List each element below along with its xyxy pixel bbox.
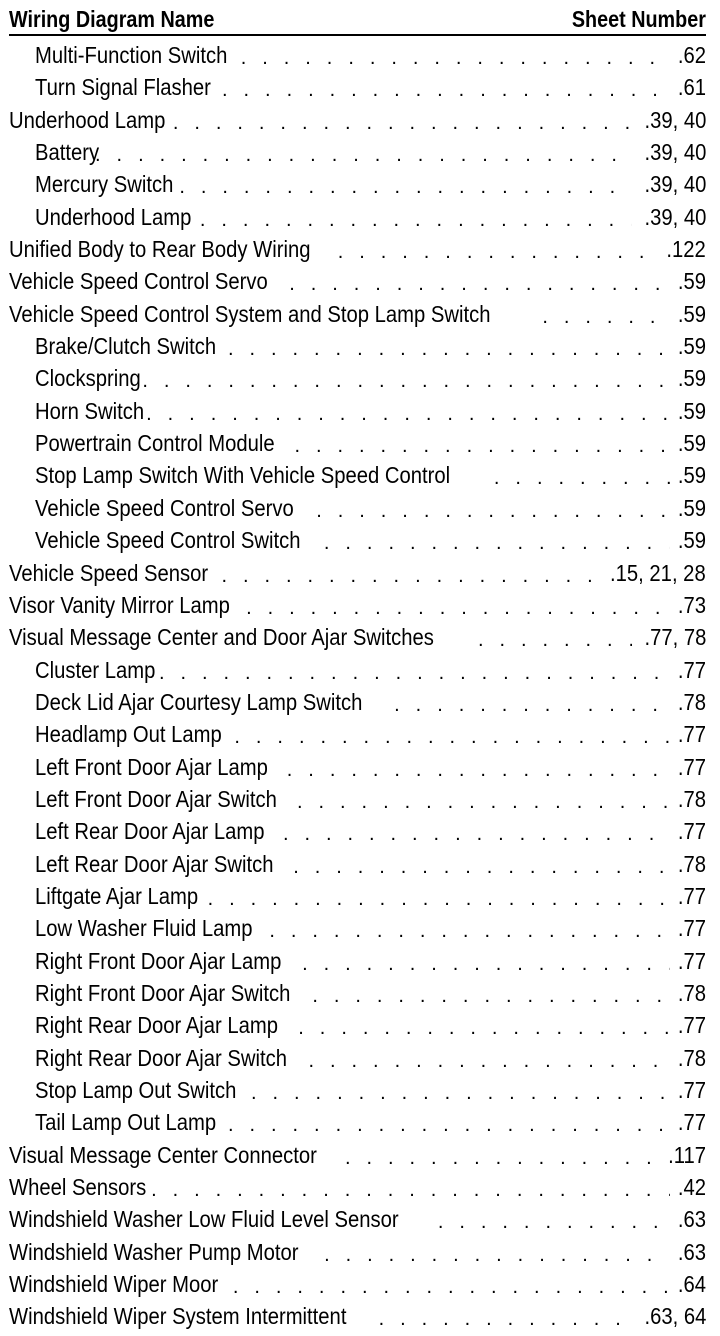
- dot-leader: [200, 204, 632, 236]
- entry-name: Battery: [35, 139, 100, 166]
- entry-sheet-number: .122: [666, 236, 706, 263]
- dot-leader: [269, 915, 670, 947]
- dot-leader: [394, 689, 670, 721]
- entry-name: Clockspring: [35, 365, 141, 392]
- entry-sheet-number: .78: [677, 688, 706, 715]
- entry-name: Left Rear Door Ajar Switch: [35, 850, 274, 877]
- dot-leader: [302, 948, 670, 980]
- index-entry: [9, 233, 706, 265]
- entry-sheet-number: .77: [677, 818, 706, 845]
- entry-name: Horn Switch: [35, 397, 145, 424]
- index-entry: [9, 1300, 706, 1332]
- entry-name: Underhood Lamp: [9, 106, 166, 133]
- entry-sheet-number: .77: [677, 1077, 706, 1103]
- entry-name: Brake/Clutch Switch: [35, 333, 217, 360]
- entry-sheet-number: .77: [677, 915, 706, 942]
- index-sub-entry: [9, 524, 706, 556]
- index-entry: [9, 1268, 706, 1300]
- dot-leader: [246, 592, 670, 624]
- dot-leader: [283, 818, 670, 850]
- index-entry: [9, 104, 706, 136]
- entry-sheet-number: .78: [677, 1044, 706, 1071]
- entry-sheet-number: .15, 21, 28: [610, 559, 706, 586]
- index-sub-entry: [9, 492, 706, 524]
- index-sub-entry: [9, 1009, 706, 1041]
- entry-sheet-number: .77: [677, 721, 706, 748]
- dot-leader: [542, 301, 670, 333]
- entry-sheet-number: .77: [677, 947, 706, 974]
- dot-leader: [345, 1142, 659, 1174]
- entry-name: Stop Lamp Out Switch: [35, 1077, 237, 1103]
- entry-name: Visual Message Center and Door Ajar Switches: [9, 624, 434, 651]
- entry-sheet-number: .117: [668, 1141, 706, 1168]
- entry-sheet-number: .78: [677, 785, 706, 812]
- dot-leader: [146, 398, 670, 430]
- entry-sheet-number: .59: [677, 365, 706, 392]
- entry-name: Vehicle Speed Control Switch: [35, 527, 301, 554]
- index-sub-entry: [9, 201, 706, 233]
- entry-sheet-number: .61: [677, 74, 706, 101]
- entry-sheet-number: .78: [677, 979, 706, 1006]
- entry-name: Liftgate Ajar Lamp: [35, 882, 199, 909]
- index-sub-entry: [9, 945, 706, 977]
- dot-leader: [151, 1174, 670, 1206]
- dot-leader: [294, 430, 670, 462]
- dot-leader: [222, 74, 670, 106]
- entry-name: Windshield Washer Low Fluid Level Sensor: [9, 1206, 399, 1233]
- entry-sheet-number: .59: [677, 397, 706, 424]
- index-entry: [9, 298, 706, 330]
- entry-sheet-number: .59: [677, 333, 706, 360]
- dot-leader: [159, 657, 670, 689]
- column-header-sheet-number: Sheet Number: [571, 6, 706, 32]
- entry-name: Vehicle Speed Control System and Stop Lamp Switch: [9, 300, 491, 327]
- entry-name: Right Rear Door Ajar Lamp: [35, 1012, 278, 1039]
- entry-name: Visor Vanity Mirror Lamp: [9, 591, 230, 618]
- entry-name: Mercury Switch: [35, 171, 174, 198]
- entry-sheet-number: .59: [677, 430, 706, 457]
- dot-leader: [309, 1045, 671, 1077]
- entry-name: Wheel Sensors: [9, 1174, 147, 1201]
- entry-name: Low Washer Fluid Lamp: [35, 915, 253, 942]
- entry-name: Underhood Lamp: [35, 203, 192, 230]
- dot-leader: [289, 268, 670, 300]
- dot-leader: [379, 1303, 632, 1335]
- entry-sheet-number: .39, 40: [644, 139, 706, 166]
- entry-name: Vehicle Speed Sensor: [9, 559, 209, 586]
- dot-leader: [95, 139, 632, 171]
- index-entry-list: [9, 39, 706, 1333]
- index-sub-entry: [9, 427, 706, 459]
- index-entry: [9, 1139, 706, 1171]
- dot-leader: [338, 236, 658, 268]
- dot-leader: [287, 754, 670, 786]
- index-sub-entry: [9, 39, 706, 71]
- entry-name: Powertrain Control Module: [35, 430, 275, 457]
- entry-name: Cluster Lamp: [35, 656, 156, 683]
- entry-name: Windshield Wiper Moor: [9, 1271, 219, 1298]
- dot-leader: [478, 624, 632, 656]
- dot-leader: [324, 527, 670, 559]
- dot-leader: [208, 883, 670, 915]
- index-sub-entry: [9, 1106, 706, 1138]
- entry-sheet-number: .63, 64: [644, 1303, 706, 1330]
- index-sub-entry: [9, 1042, 706, 1074]
- index-entry: [9, 589, 706, 621]
- entry-sheet-number: .77: [677, 656, 706, 683]
- index-sub-entry: [9, 654, 706, 686]
- entry-sheet-number: .77: [677, 1109, 706, 1136]
- entry-sheet-number: .63: [677, 1238, 706, 1265]
- index-sub-entry: [9, 136, 706, 168]
- entry-name: Windshield Wiper System Intermittent: [9, 1303, 347, 1330]
- index-sub-entry: [9, 395, 706, 427]
- entry-sheet-number: .39, 40: [644, 171, 706, 198]
- entry-sheet-number: .42: [677, 1174, 706, 1201]
- entry-sheet-number: .39, 40: [644, 106, 706, 133]
- entry-name: Multi-Function Switch: [35, 42, 228, 68]
- dot-leader: [251, 1077, 670, 1109]
- entry-sheet-number: .78: [677, 850, 706, 877]
- dot-leader: [173, 107, 632, 139]
- dot-leader: [142, 365, 670, 397]
- index-entry: [9, 1203, 706, 1235]
- index-sub-entry: [9, 330, 706, 362]
- entry-sheet-number: .77: [677, 882, 706, 909]
- dot-leader: [221, 560, 593, 592]
- entry-name: Unified Body to Rear Body Wiring: [9, 236, 311, 263]
- dot-leader: [312, 980, 670, 1012]
- index-sub-entry: [9, 686, 706, 718]
- entry-name: Vehicle Speed Control Servo: [9, 268, 268, 295]
- entry-sheet-number: .59: [677, 268, 706, 295]
- entry-sheet-number: .73: [677, 591, 706, 618]
- entry-name: Headlamp Out Lamp: [35, 721, 222, 748]
- index-sub-entry: [9, 362, 706, 394]
- dot-leader: [234, 721, 670, 753]
- entry-sheet-number: .39, 40: [644, 203, 706, 230]
- dot-leader: [241, 42, 670, 74]
- index-header: [9, 4, 706, 36]
- entry-sheet-number: .77: [677, 753, 706, 780]
- index-sub-entry: [9, 912, 706, 944]
- dot-leader: [228, 1109, 670, 1141]
- dot-leader: [179, 171, 631, 203]
- entry-name: Left Rear Door Ajar Lamp: [35, 818, 265, 845]
- index-entry: [9, 1236, 706, 1268]
- index-sub-entry: [9, 783, 706, 815]
- dot-leader: [438, 1206, 670, 1238]
- entry-sheet-number: .64: [677, 1271, 706, 1298]
- entry-sheet-number: .59: [677, 462, 706, 489]
- entry-name: Windshield Washer Pump Motor: [9, 1238, 299, 1265]
- index-sub-entry: [9, 977, 706, 1009]
- index-sub-entry: [9, 459, 706, 491]
- entry-name: Right Front Door Ajar Lamp: [35, 947, 282, 974]
- index-sub-entry: [9, 880, 706, 912]
- dot-leader: [316, 495, 670, 527]
- index-entry: [9, 265, 706, 297]
- dot-leader: [324, 1239, 670, 1271]
- entry-sheet-number: .77, 78: [644, 624, 706, 651]
- entry-sheet-number: .62: [677, 42, 706, 68]
- entry-name: Deck Lid Ajar Courtesy Lamp Switch: [35, 688, 363, 715]
- entry-sheet-number: .59: [677, 494, 706, 521]
- entry-name: Vehicle Speed Control Servo: [35, 494, 294, 521]
- dot-leader: [297, 786, 670, 818]
- index-entry: [9, 1171, 706, 1203]
- dot-leader: [293, 851, 670, 883]
- index-entry: [9, 557, 706, 589]
- entry-name: Stop Lamp Switch With Vehicle Speed Control: [35, 462, 451, 489]
- entry-name: Left Front Door Ajar Lamp: [35, 753, 268, 780]
- entry-name: Right Front Door Ajar Switch: [35, 979, 291, 1006]
- entry-sheet-number: .59: [677, 300, 706, 327]
- dot-leader: [228, 333, 670, 365]
- dot-leader: [298, 1012, 670, 1044]
- index-sub-entry: [9, 815, 706, 847]
- index-entry: [9, 621, 706, 653]
- entry-sheet-number: .77: [677, 1012, 706, 1039]
- column-header-diagram-name: Wiring Diagram Name: [9, 6, 215, 32]
- index-sub-entry: [9, 848, 706, 880]
- entry-name: Turn Signal Flasher: [35, 74, 211, 101]
- entry-name: Right Rear Door Ajar Switch: [35, 1044, 287, 1071]
- index-sub-entry: [9, 718, 706, 750]
- entry-name: Left Front Door Ajar Switch: [35, 785, 277, 812]
- dot-leader: [494, 462, 670, 494]
- index-sub-entry: [9, 1074, 706, 1106]
- entry-sheet-number: .59: [677, 527, 706, 554]
- index-sub-entry: [9, 751, 706, 783]
- entry-name: Visual Message Center Connector: [9, 1141, 317, 1168]
- entry-name: Tail Lamp Out Lamp: [35, 1109, 217, 1136]
- entry-sheet-number: .63: [677, 1206, 706, 1233]
- index-sub-entry: [9, 168, 706, 200]
- index-sub-entry: [9, 71, 706, 103]
- dot-leader: [233, 1271, 670, 1303]
